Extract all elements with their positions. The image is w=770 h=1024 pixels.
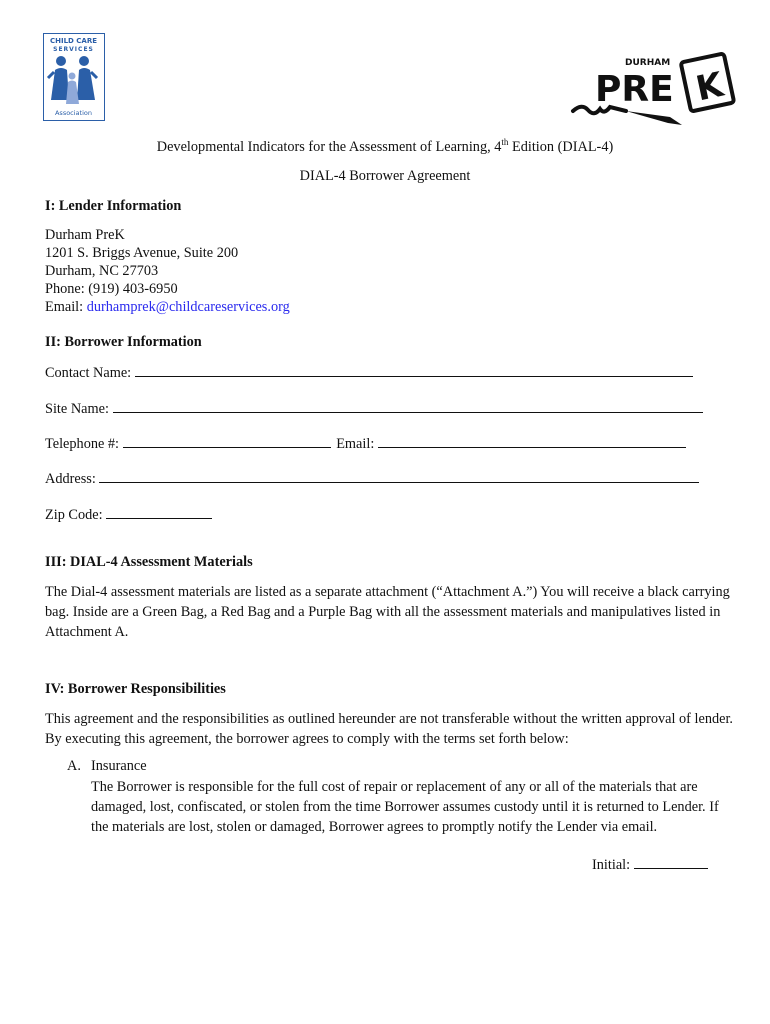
contact-name-row: Contact Name: xyxy=(45,364,693,382)
insurance-paragraph: The Borrower is responsible for the full cost of repair or replacement of any or all of the materials that are damaged, lost, confiscated, or stolen from the time Borrower assumes custody until it is returned to Lender. If the materials are lost, stolen or damaged, Borrower agrees to promptly notify the Lender via email. xyxy=(91,779,719,835)
telephone-field[interactable] xyxy=(123,435,331,448)
list-marker-a: A. xyxy=(67,758,81,774)
site-name-field[interactable] xyxy=(113,400,703,413)
address-field[interactable] xyxy=(99,470,699,483)
lender-phone: Phone: (919) 403-6950 xyxy=(45,281,178,297)
svg-text:CHILD CARE: CHILD CARE xyxy=(49,37,98,45)
lender-street: 1201 S. Briggs Avenue, Suite 200 xyxy=(45,245,239,261)
contact-name-field[interactable] xyxy=(135,364,693,377)
address-row: Address: xyxy=(45,470,699,488)
initial-field[interactable] xyxy=(634,856,708,869)
child-care-services-logo xyxy=(43,33,105,121)
document-subtitle: DIAL-4 Borrower Agreement xyxy=(299,168,471,184)
lender-email-line: Email: durhamprek@childcareservices.org xyxy=(45,299,290,315)
zip-code-field[interactable] xyxy=(106,506,212,519)
svg-text:SERVICES: SERVICES xyxy=(53,46,94,53)
document-title: Developmental Indicators for the Assessment of Learning, 4th Edition (DIAL-4) xyxy=(156,137,614,155)
svg-text:Association: Association xyxy=(54,109,93,117)
svg-text:K: K xyxy=(692,64,727,110)
materials-paragraph: The Dial-4 assessment materials are listed as a separate attachment (“Attachment A.”) You will receive a black carrying bag. Inside are a Green Bag, a Red Bag and a Purple Bag with all the assessment materials and manipulatives listed in Attachment A. xyxy=(45,584,730,640)
site-name-row: Site Name: xyxy=(45,400,703,418)
borrower-email-field[interactable] xyxy=(378,435,686,448)
materials-heading: III: DIAL-4 Assessment Materials xyxy=(45,554,253,570)
telephone-email-row: Telephone #: Email: xyxy=(45,435,686,453)
svg-text:DURHAM: DURHAM xyxy=(625,58,671,68)
initial-row: Initial: xyxy=(592,856,708,874)
lender-email-link[interactable]: durhamprek@childcareservices.org xyxy=(86,299,290,315)
lender-heading: I: Lender Information xyxy=(45,198,182,214)
lender-name: Durham PreK xyxy=(45,227,125,243)
durham-prek-logo xyxy=(570,45,738,130)
lender-city: Durham, NC 27703 xyxy=(45,263,159,279)
zip-code-row: Zip Code: xyxy=(45,506,212,524)
responsibilities-heading: IV: Borrower Responsibilities xyxy=(45,681,226,697)
insurance-title: Insurance xyxy=(91,758,147,774)
borrower-heading: II: Borrower Information xyxy=(45,334,202,350)
responsibilities-paragraph: This agreement and the responsibilities as outlined hereunder are not transferable without the written approval of lender. By executing this agreement, the borrower agrees to comply with the terms set forth below: xyxy=(45,711,734,747)
svg-text:PRE: PRE xyxy=(595,69,674,110)
